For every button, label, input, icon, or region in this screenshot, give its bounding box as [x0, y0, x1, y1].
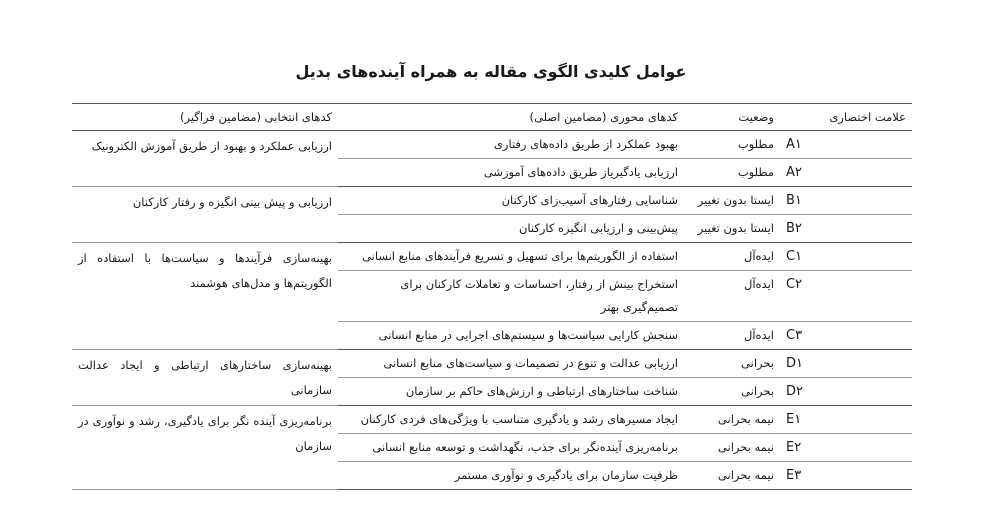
central-code-cell: ایجاد مسیرهای رشد و یادگیری متناسب با ویژگی‌های فردی کارکنان: [338, 406, 684, 434]
central-code-cell: ظرفیت سازمان برای یادگیری و نوآوری مستمر: [338, 462, 684, 490]
code-cell: D۱: [780, 350, 912, 378]
header-code: علامت اختصاری: [780, 104, 912, 131]
header-status: وضعیت: [684, 104, 780, 131]
table-row: [72, 243, 912, 271]
status-cell: ایستا بدون تغییر: [684, 215, 780, 243]
status-cell: ایده‌آل: [684, 322, 780, 350]
central-code-cell: استفاده از الگوریتم‌ها برای تسهیل و تسریع فرآیندهای منابع انسانی: [338, 243, 684, 271]
code-cell: D۲: [780, 378, 912, 406]
code-cell: A۲: [780, 159, 912, 187]
central-code-cell: ارزیابی یادگیریاز طریق داده‌های آموزشی: [338, 159, 684, 187]
status-cell: ایده‌آل: [684, 243, 780, 271]
key-factors-table: [72, 103, 912, 490]
status-cell: ایستا بدون تغییر: [684, 187, 780, 215]
status-cell: نیمه بحرانی: [684, 434, 780, 462]
code-cell: B۱: [780, 187, 912, 215]
central-code-cell: شناسایی رفتارهای آسیب‌زای کارکنان: [338, 187, 684, 215]
code-cell: E۱: [780, 406, 912, 434]
table-title: عوامل کلیدی الگوی مقاله به همراه آینده‌های بدیل: [295, 62, 687, 81]
status-cell: ایده‌آل: [684, 271, 780, 322]
table-row: [72, 131, 912, 159]
status-cell: مطلوب: [684, 159, 780, 187]
header-selective: کدهای انتخابی (مضامین فراگیر): [72, 104, 338, 131]
central-code-cell: برنامه‌ریزی آینده‌نگر برای جذب، نگهداشت و توسعه منابع انسانی: [338, 434, 684, 462]
central-code-cell: شناخت ساختارهای ارتباطی و ارزش‌های حاکم بر سازمان: [338, 378, 684, 406]
table-row: [72, 406, 912, 434]
central-code-cell: استخراج بینش از رفتار، احساسات و تعاملات کارکنان برای تصمیم‌گیری بهتر: [338, 271, 684, 322]
status-cell: بحرانی: [684, 350, 780, 378]
selective-code-cell: بهینه‌سازی فرآیندها و سیاست‌ها با استفاده از الگوریتم‌ها و مدل‌های هوشمند: [72, 243, 338, 350]
status-cell: مطلوب: [684, 131, 780, 159]
code-cell: E۲: [780, 434, 912, 462]
selective-code-cell: بهینه‌سازی ساختارهای ارتباطی و ایجاد عدالت سازمانی: [72, 350, 338, 406]
central-code-cell: سنجش کارایی سیاست‌ها و سیستم‌های اجرایی در منابع انسانی: [338, 322, 684, 350]
central-code-cell: پیش‌بینی و ارزیابی انگیزه کارکنان: [338, 215, 684, 243]
status-cell: نیمه بحرانی: [684, 462, 780, 490]
central-code-cell: ارزیابی عدالت و تنوع در تصمیمات و سیاست‌های منابع انسانی: [338, 350, 684, 378]
table-row: [72, 350, 912, 378]
code-cell: B۲: [780, 215, 912, 243]
table-row: [72, 187, 912, 215]
code-cell: A۱: [780, 131, 912, 159]
selective-code-cell: ارزیابی عملکرد و بهبود از طریق آموزش الکترونیک: [72, 131, 338, 187]
status-cell: نیمه بحرانی: [684, 406, 780, 434]
status-cell: بحرانی: [684, 378, 780, 406]
header-central: کدهای محوری (مضامین اصلی): [338, 104, 684, 131]
table-header-row: [72, 104, 912, 131]
code-cell: E۳: [780, 462, 912, 490]
code-cell: C۳: [780, 322, 912, 350]
selective-code-cell: برنامه‌ریزی آینده نگر برای یادگیری، رشد و نوآوری در سازمان: [72, 406, 338, 490]
code-cell: C۱: [780, 243, 912, 271]
table-body: [72, 131, 912, 490]
code-cell: C۲: [780, 271, 912, 322]
selective-code-cell: ارزیابی و پیش بینی انگیزه و رفتار کارکنان: [72, 187, 338, 243]
central-code-cell: بهبود عملکرد از طریق داده‌های رفتاری: [338, 131, 684, 159]
key-factors-table-wrapper: [72, 103, 912, 490]
